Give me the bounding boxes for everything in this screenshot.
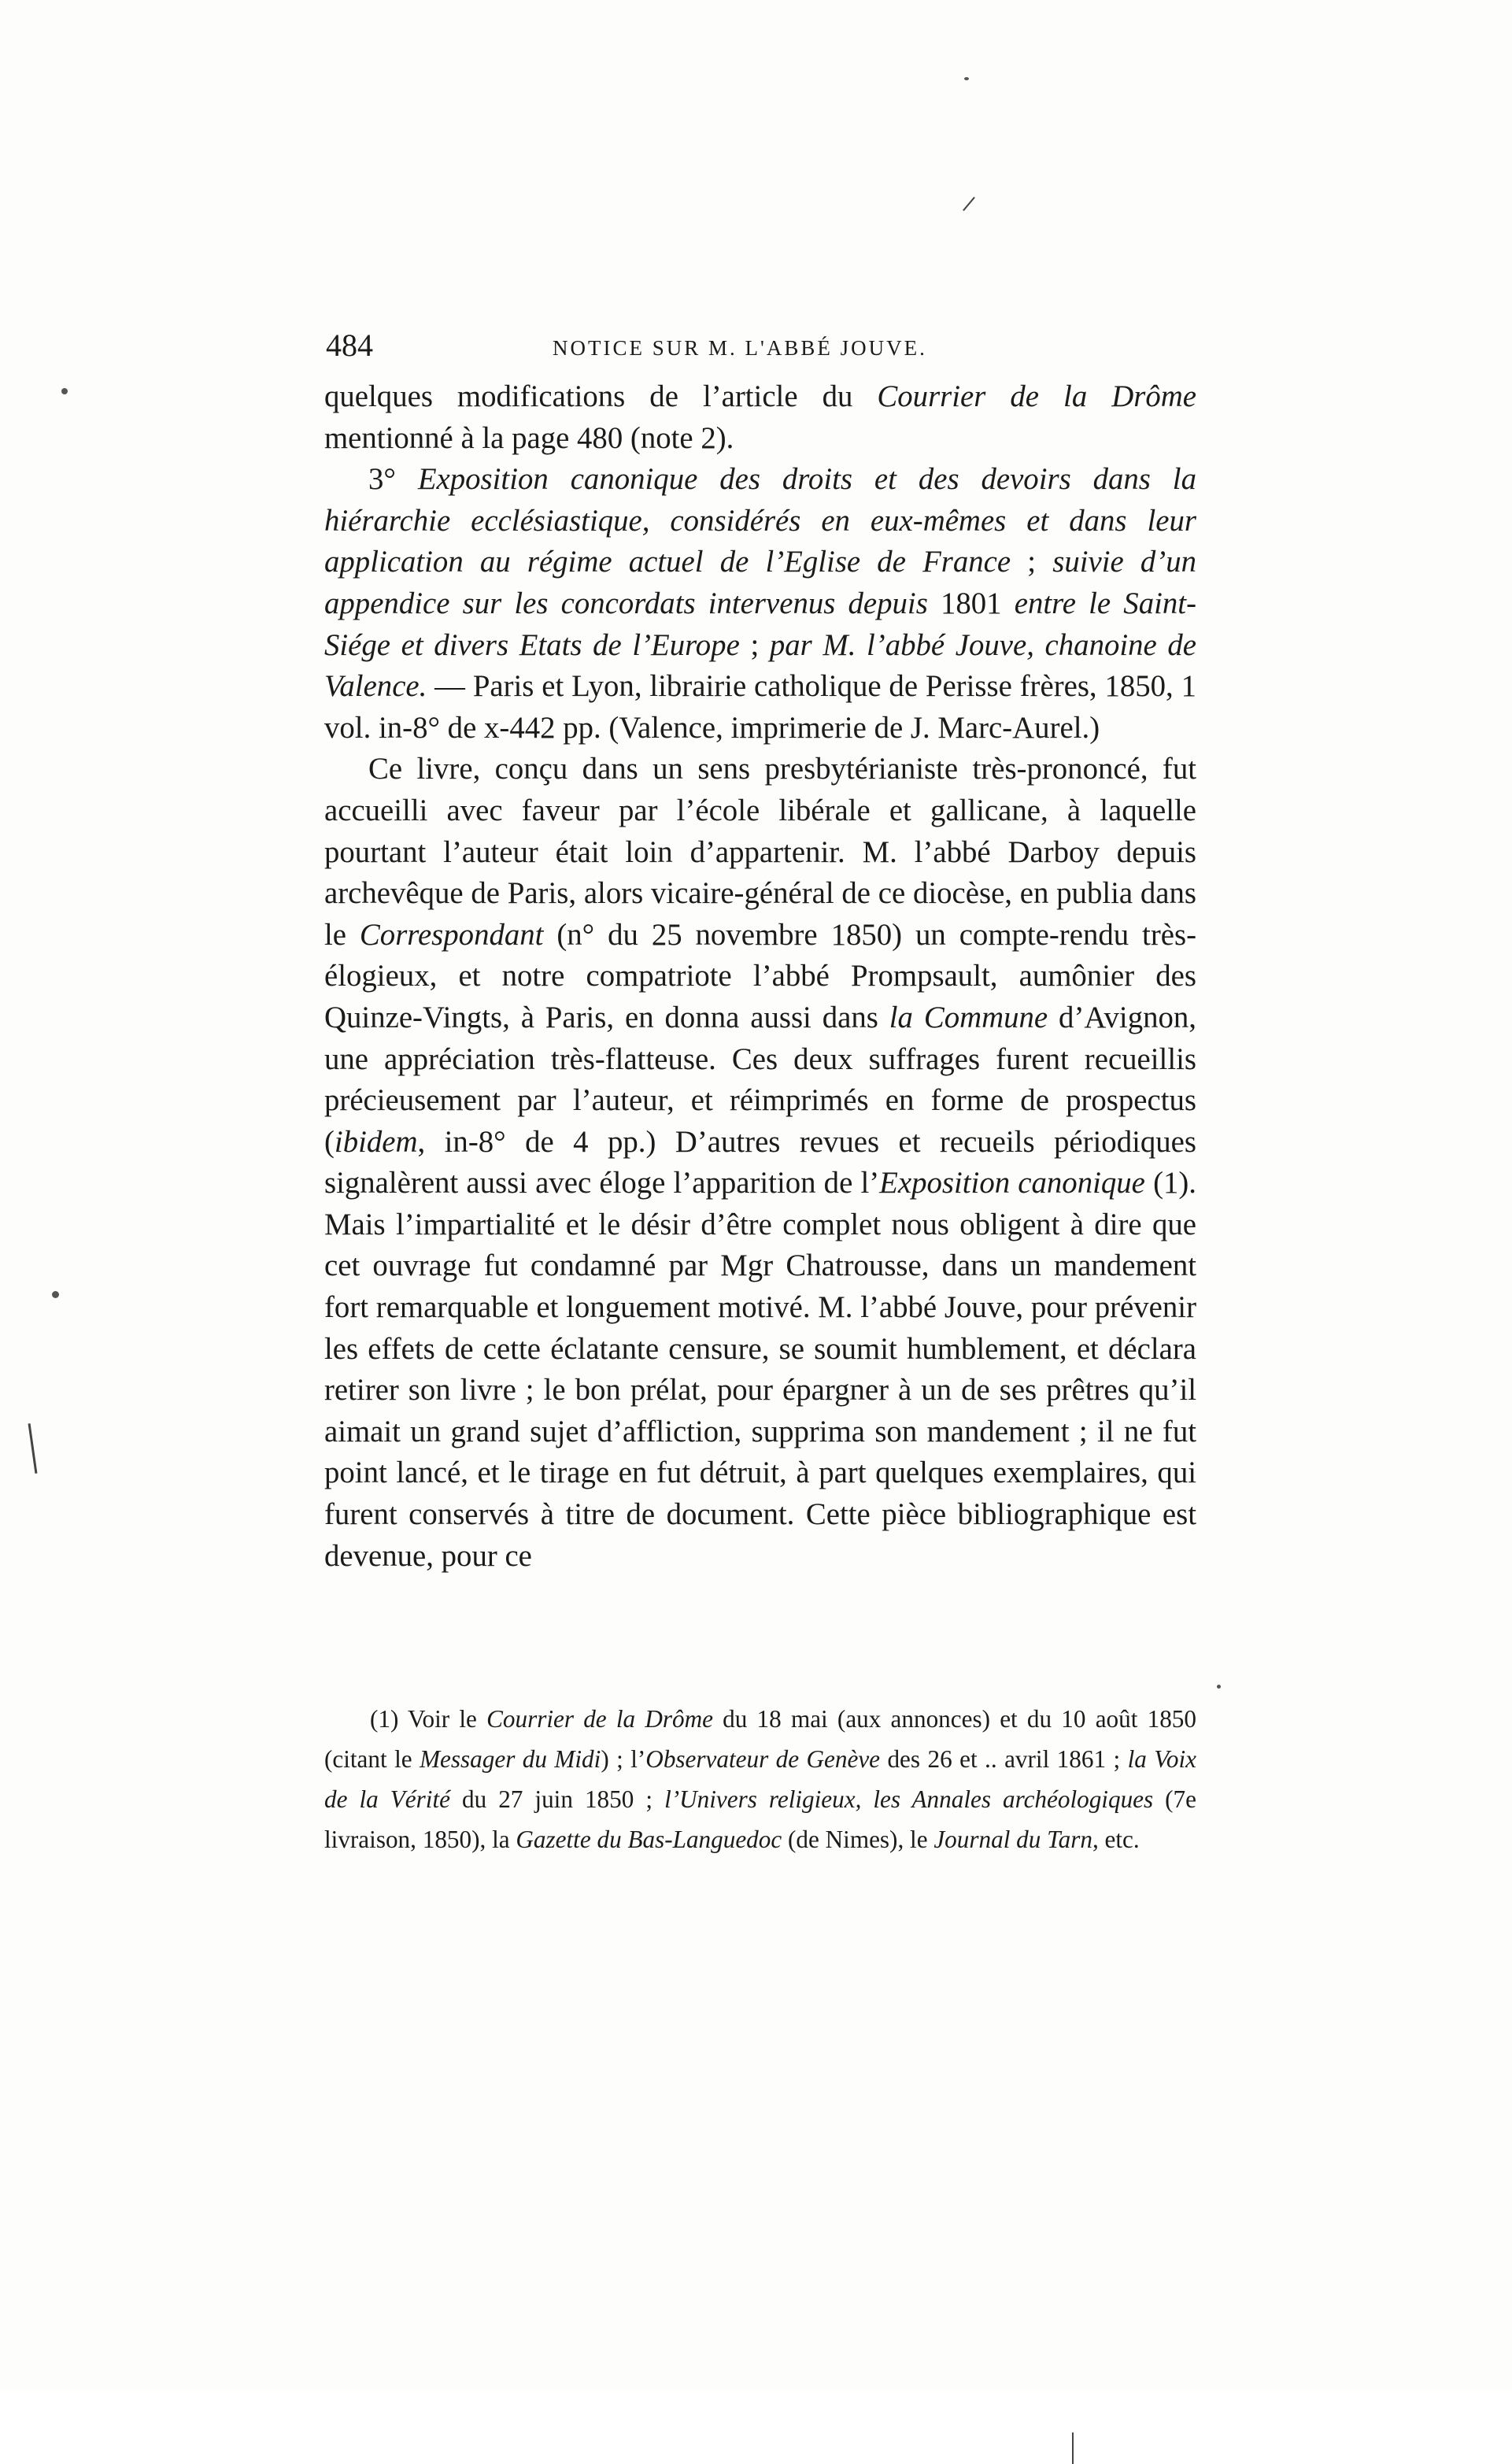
footnotes (324, 1699, 1196, 1859)
italic-text: Gazette du Bas-Languedoc (516, 1826, 782, 1853)
text-run: (1) Voir le (370, 1705, 487, 1733)
page-number: 484 (326, 327, 373, 363)
scan-mark (1072, 2433, 1074, 2464)
italic-text: Correspondant (359, 917, 544, 952)
text-run: ; (1011, 545, 1053, 579)
scan-mark (963, 197, 975, 211)
scan-speck (52, 1291, 59, 1298)
italic-text: la Commune (889, 1000, 1048, 1034)
text-run: , etc. (1092, 1826, 1140, 1853)
italic-text: ibidem (334, 1124, 418, 1159)
main-text-block (324, 321, 1196, 1577)
paragraph (324, 459, 1196, 749)
italic-text: Exposition canonique (879, 1166, 1145, 1201)
italic-text: la Voix de la Vérité (324, 1745, 1197, 1813)
paragraph (324, 376, 1196, 459)
scan-speck (1217, 1685, 1221, 1689)
text-run: du 18 mai (aux annonces) et du 10 août 1850 (citant le (324, 1705, 1196, 1773)
italic-text: Messager du Midi (420, 1745, 601, 1773)
text-run: — Paris et Lyon, librairie catholique de Perisse frères, 1850, 1 vol. in-8° de x-442 pp. (Valence, imprimerie de J. Marc-Aurel.) (324, 669, 1196, 745)
text-run: Ce livre, conçu dans un sens presbytérianiste très-prononcé, fut accueilli avec faveur par l’école libérale et gallicane, à laquelle pourtant l’auteur était loin d’appartenir. M. l’abbé Darboy depuis archevêque de Paris, alors vicaire-général de ce diocèse, en publia dans le (324, 752, 1196, 952)
text-run: 3° (368, 462, 418, 497)
footnote (324, 1699, 1196, 1859)
italic-text: entre le Saint-Siége et divers Etats de l’Europe (324, 586, 1196, 662)
scan-mark (28, 1423, 38, 1474)
italic-text: l’Univers religieux, les Annales archéologiques (664, 1785, 1154, 1813)
text-run: ) ; l’ (601, 1745, 646, 1773)
text-run: 1801 (927, 586, 1015, 620)
text-run: mentionné à la page 480 (note 2). (324, 420, 734, 455)
text-run: , in-8° de 4 pp.) D’autres revues et recueils périodiques signalèrent aussi avec éloge l’apparition de l’ (324, 1124, 1196, 1201)
italic-text: Exposition canonique des droits et des devoirs dans la hiérarchie ecclésiastique, considérés en eux-mêmes et dans leur application au régime actuel de l’Eglise de France (324, 462, 1196, 579)
text-run: (de Nimes), le (782, 1826, 934, 1853)
italic-text: Courrier de la Drôme (486, 1705, 713, 1733)
text-run: du 27 juin 1850 ; (449, 1785, 665, 1813)
paragraph (324, 749, 1196, 1577)
text-run: d’Avignon, une appréciation très-flatteuse. Ces deux suffrages furent recueillis précieusement par l’auteur, et réimprimés en forme de prospectus ( (324, 1000, 1196, 1159)
text-run: ; (739, 627, 770, 662)
text-run: (7e livraison, 1850), la (324, 1785, 1196, 1853)
running-head (324, 321, 1196, 370)
italic-text: Journal du Tarn (933, 1826, 1092, 1853)
italic-text: suivie d’un appendice sur les concordats intervenus depuis (324, 545, 1197, 620)
italic-text: par M. l’abbé Jouve, chanoine de Valence. (324, 627, 1197, 704)
italic-text: Observateur de Genève (645, 1745, 881, 1773)
scan-speck (61, 388, 68, 394)
text-run: (n° du 25 novembre 1850) un compte-rendu très-élogieux, et notre compatriote l’abbé Prompsault, aumônier des Quinze-Vingts, à Paris, en donna aussi dans (324, 917, 1196, 1034)
running-title: NOTICE SUR M. L'ABBÉ JOUVE. (553, 336, 927, 360)
text-run: quelques modifications de l’article du (324, 379, 878, 413)
italic-text: Courrier de la Drôme (877, 379, 1196, 413)
body-text (324, 376, 1196, 1577)
text-run: (1). Mais l’impartialité et le désir d’être complet nous obligent à dire que cet ouvrage fut condamné par Mgr Chatrousse, dans un mandement fort remarquable et longuement motivé. M. l’abbé Jouve, pour prévenir les effets de cette éclatante censure, se soumit humblement, et déclara retirer son livre ; le bon prélat, pour épargner à un de ses prêtres qu’il aimait un grand sujet d’affliction, supprima son mandement ; il ne fut point lancé, et le tirage en fut détruit, à part quelques exemplaires, qui furent conservés à titre de document. Cette pièce bibliographique est devenue, pour ce (324, 1166, 1197, 1573)
text-run: des 26 et .. avril 1861 ; (880, 1745, 1128, 1773)
scan-speck (964, 77, 969, 80)
